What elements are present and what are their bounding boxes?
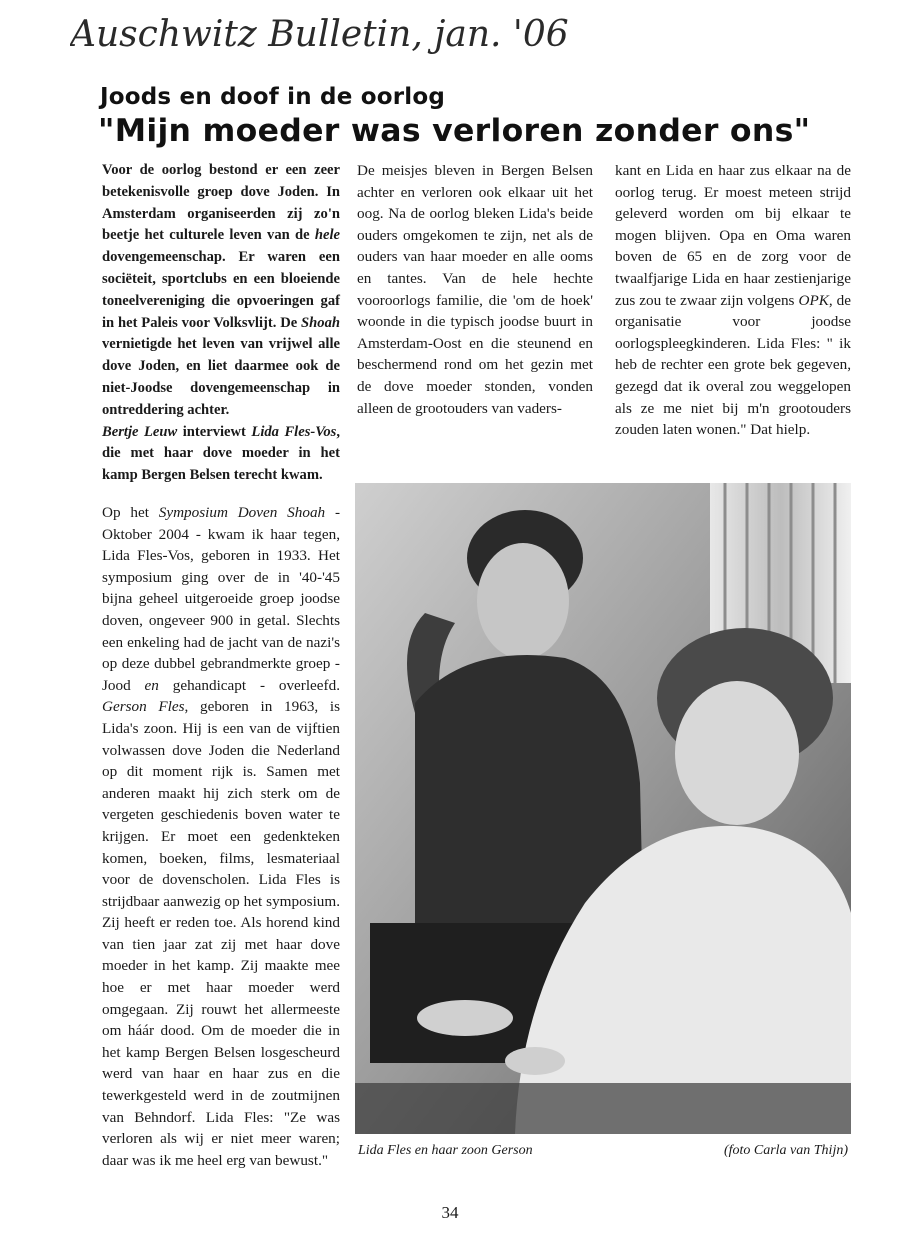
- article-body-column-1: [102, 502, 340, 1171]
- body-paragraph: De meisjes bleven in Bergen Belsen achter en verloren ook elkaar uit het oog. Na de oorlog bleken Lida's beide ouders omgekomen te zijn, net als de ouders van haar moeder en alle ooms en tantes. Van de hele hechte vooroorlogs familie, die 'om de hoek' woonde in die typisch joodse buurt in Amsterdam-Oost en die steunend en beschermend rond om het gezin met de dove moeder stonden, vonden alleen de grootouders van vaders-: [357, 162, 593, 417]
- article-body-column-2: [357, 160, 593, 419]
- body-text: - Oktober 2004 - kwam ik haar tegen, Lida Fles-Vos, geboren in 1933. Het symposium ging over de in '40-'45 bijna geheel uitgeroeide groep joodse doven, ongeveer 900 in getal. Slechts een enkeling had de jacht van de nazi's op deze dubbel gebrandmerkte groep - Jood: [102, 504, 341, 694]
- body-text: , geboren in 1963, is Lida's zoon. Hij is een van de vijftien volwassen dove Joden die Nederland op dit moment rijk is. Samen met anderen maakt hij zich sterk om de vergeten geschiedenis boven water te krijgen. Er moet een gedenkteken komen, boeken, films, lesmateriaal voor de dovenscholen. Lida Fles is strijdbaar aanwezig op het symposium. Zij heeft er reden toe. Als horend kind van tien jaar zat zij met haar dove moeder in het kamp. Zij maakte mee hoe er met haar moeder werd omgegaan. Zij rouwt het allermeeste om háár dood. Om de moeder die in het kamp Bergen Belsen losgescheurd werd van haar en haar zus en die tewerkgesteld werd in de zoutmijnen van Behndorf. Lida Fles: "Ze was verloren als wij er niet meer waren; daar was ik me heel erg van bewust.": [102, 698, 340, 1169]
- photo-caption: Lida Fles en haar zoon Gerson: [358, 1143, 533, 1158]
- body-emphasis: en: [144, 676, 159, 694]
- intro-emphasis: hele: [314, 227, 340, 244]
- person-name: Gerson Fles: [102, 698, 185, 716]
- article-kicker: Joods en doof in de oorlog: [100, 84, 446, 110]
- body-text: Op het: [102, 504, 159, 521]
- byline-text: , die met haar dove moeder in het kamp Bergen Belsen terecht kwam.: [102, 423, 341, 484]
- article-photo: [355, 483, 851, 1134]
- intro-text: Voor de oorlog bestond er een zeer betekenisvolle groep dove Joden. In Amsterdam organiseerden zij zo'n beetje het culturele leven van de: [102, 162, 340, 244]
- handwritten-note-text: Auschwitz Bulletin, jan. '06: [70, 14, 569, 55]
- event-name: Symposium Doven Shoah: [158, 504, 326, 521]
- intro-paragraph: [102, 160, 340, 422]
- organisation-name: OPK: [798, 291, 829, 309]
- body-text: kant en Lida en haar zus elkaar na de oorlog terug. Er moest meteen strijd geleverd worden om bij elkaar te mogen blijven. Opa en Oma waren boven de 65 en de zorg voor de twaalfjarige Lida en haar zestienjarige zus zou te zwaar zijn volgens: [615, 162, 851, 309]
- body-text: , de organisatie voor joodse oorlogspleegkinderen. Lida Fles: " ik heb de rechter een grote bek gegeven, gezegd dat ik overal zou weggelopen als ze me niet bij m'n grootouders zouden laten wonen." Dat hielp.: [615, 291, 852, 439]
- byline-subject: Lida Fles-Vos: [251, 423, 337, 440]
- article-headline: "Mijn moeder was verloren zonder ons": [98, 113, 811, 149]
- body-text: gehandicapt - overleefd.: [158, 676, 340, 694]
- page-number: 34: [441, 1203, 459, 1222]
- photo-image: [355, 483, 851, 1134]
- photo-credit: (foto Carla van Thijn): [723, 1143, 848, 1158]
- byline-text: interviewt: [177, 423, 252, 440]
- intro-text: vernietigde het leven van vrijwel alle dove Joden, en liet daarmee ook de niet-Joodse dovengemeenschap in ontreddering achter.: [102, 336, 340, 418]
- intro-text: dovengemeenschap. Er waren een sociëteit, sportclubs en een bloeiende toneelvereniging die opvoeringen gaf in het Paleis voor Volksvlijt. De: [102, 249, 340, 331]
- article-body-column-3: [615, 160, 851, 441]
- intro-emphasis: Shoah: [301, 314, 340, 331]
- byline-author: Bertje Leuw: [102, 423, 178, 440]
- body-paragraph: [102, 502, 340, 1171]
- handwritten-note: [70, 2, 710, 62]
- byline: [102, 422, 340, 487]
- body-paragraph: [615, 160, 851, 441]
- article-intro: [102, 160, 340, 487]
